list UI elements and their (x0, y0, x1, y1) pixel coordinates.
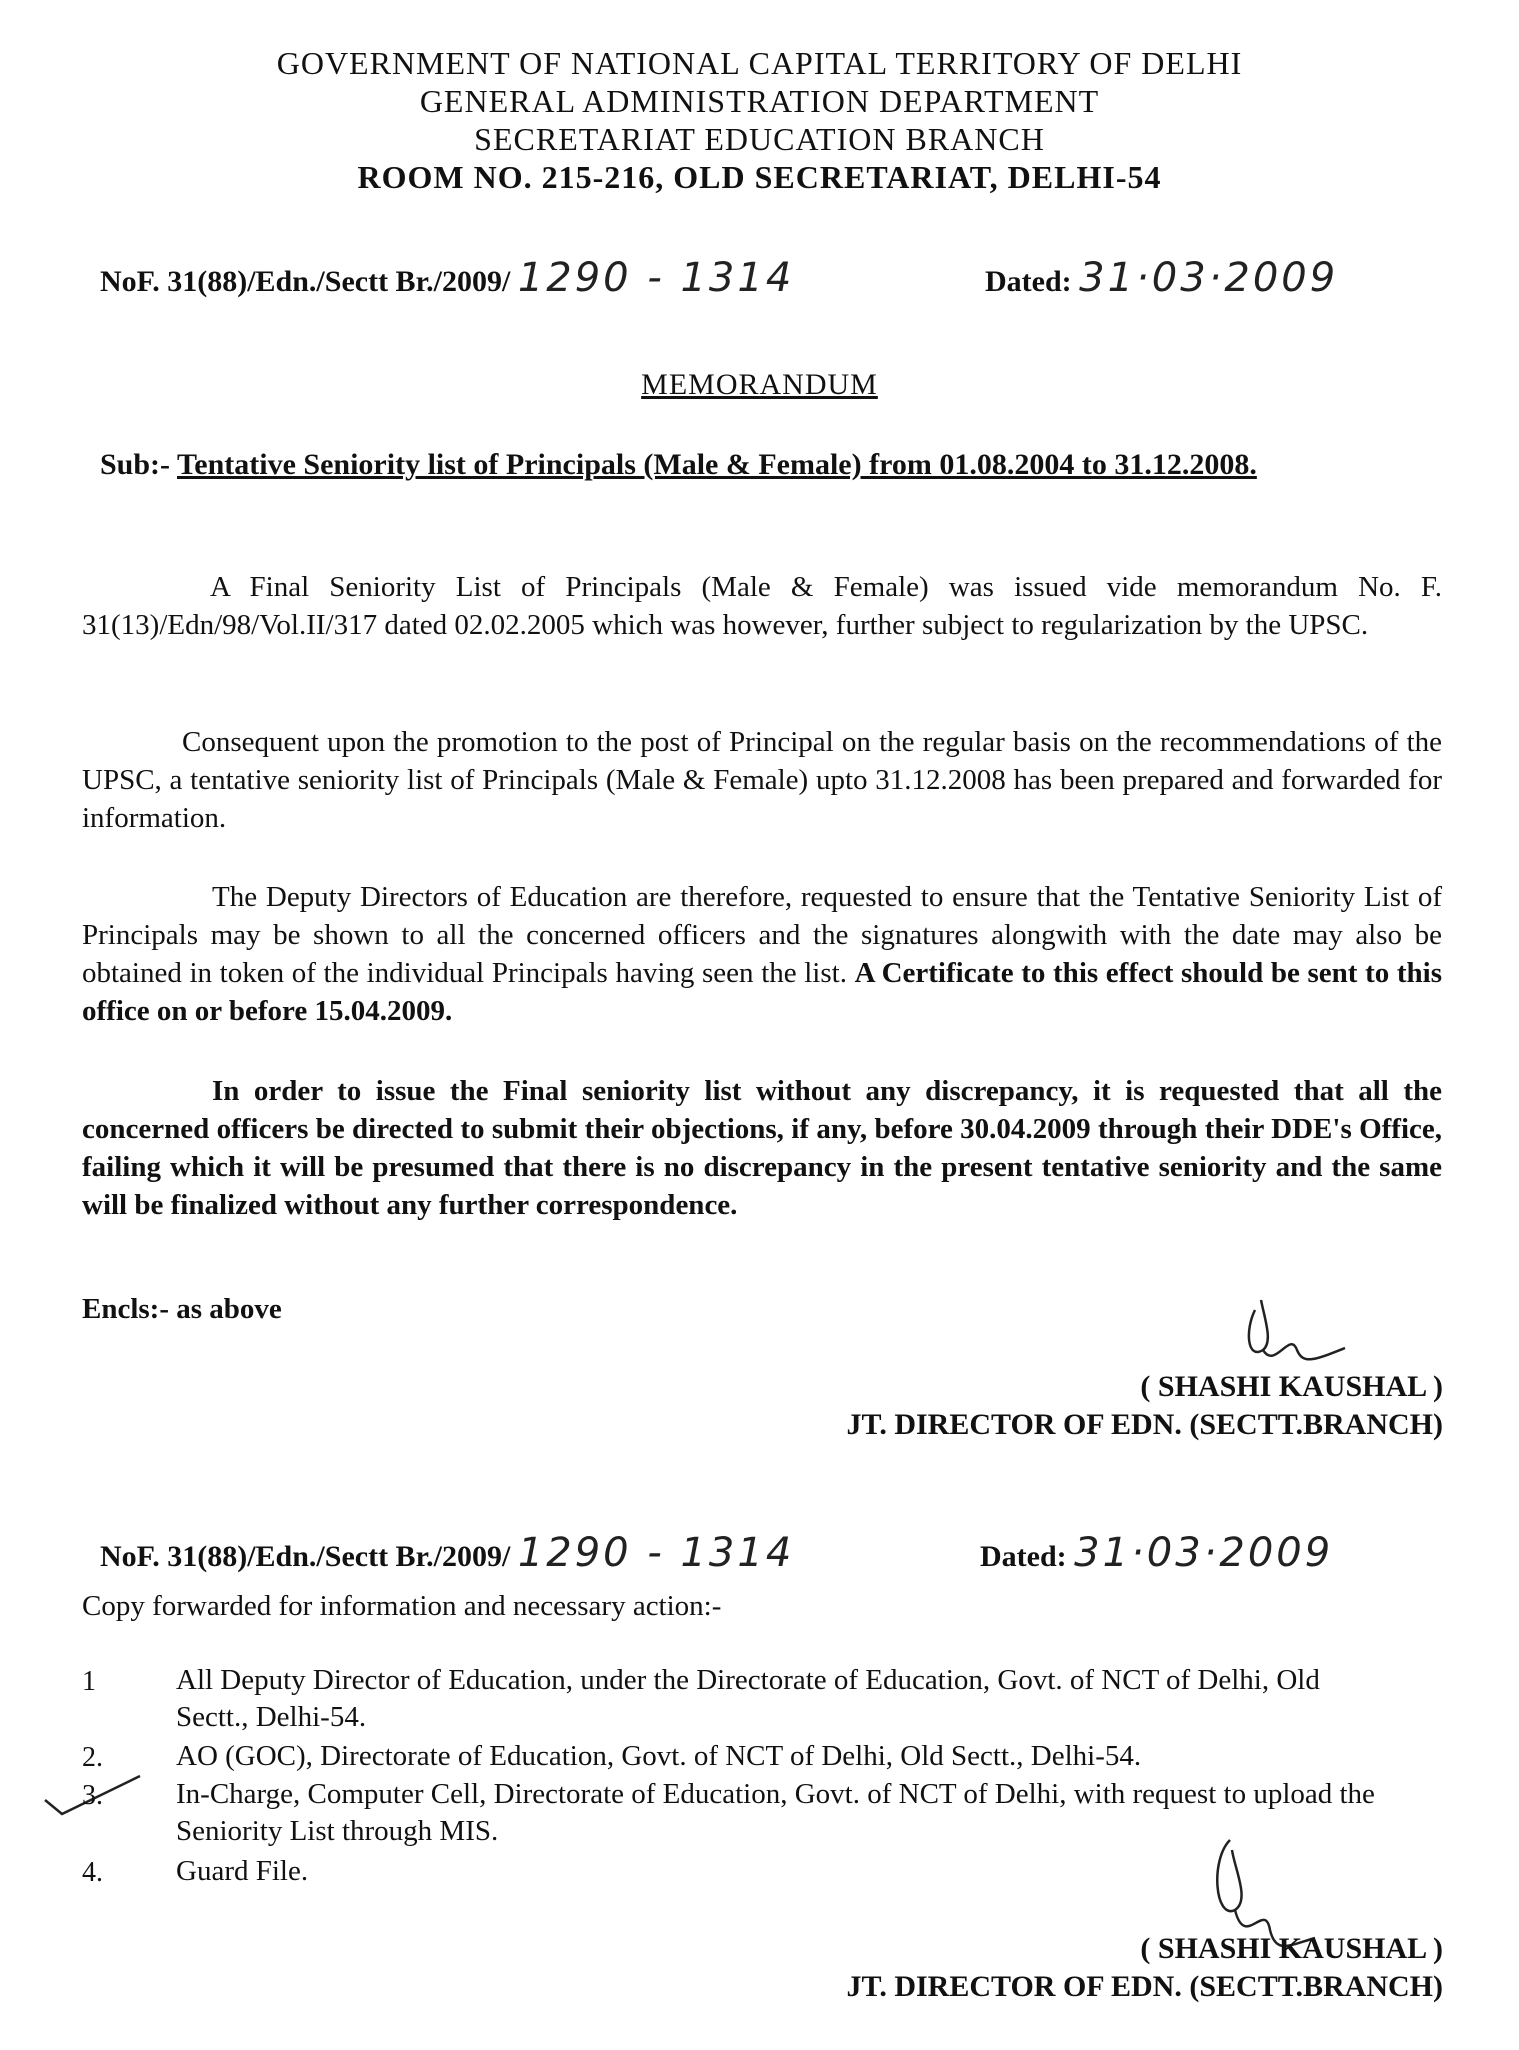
handwritten-issue-number-copy: 1290 - 1314 (517, 1530, 795, 1576)
header-line-4: ROOM NO. 215-216, OLD SECRETARIAT, DELHI-54 (357, 159, 1162, 195)
file-number-copy-text: NoF. 31(88)/Edn./Sectt Br./2009/ (100, 1540, 511, 1573)
subject (100, 448, 1257, 482)
dated-copy-label: Dated: (980, 1540, 1067, 1573)
file-number-copy (100, 1530, 794, 1576)
enclosures: Encls:- as above (82, 1293, 282, 1325)
paragraph-1-text: A Final Seniority List of Principals (Male & Female) was issued vide memorandum No. F. 31(13)/Edn/98/Vol.II/317 dated 02.02.2005 which was however, further subject to regularization by the UPSC. (82, 571, 1442, 641)
copy-item-1-text: All Deputy Director of Education, under the Directorate of Education, Govt. of NCT of Delhi, Old Sectt., Delhi-54. (176, 1664, 1320, 1733)
copy-item-2-number: 2. (82, 1742, 103, 1773)
copy-item-4-number: 4. (82, 1857, 103, 1888)
paragraph-1 (82, 568, 1442, 644)
paragraph-2 (82, 723, 1442, 837)
file-number-text: NoF. 31(88)/Edn./Sectt Br./2009/ (100, 265, 511, 298)
header-line-2: GENERAL ADMINISTRATION DEPARTMENT (419, 83, 1100, 119)
copy-forwarded-line: Copy forwarded for information and necessary action:- (82, 1590, 722, 1622)
header-line-3: SECRETARIAT EDUCATION BRANCH (474, 121, 1045, 157)
paragraph-3-text: The Deputy Directors of Education are therefore, requested to ensure that the Tentative Seniority List of Principals may be shown to all the concerned officers and the signatures alongwith with the date may also be obtained in token of the individual Principals having seen the list. (82, 881, 1442, 989)
handwritten-date: 31·03·2009 (1079, 255, 1339, 301)
paragraph-4 (82, 1072, 1442, 1224)
copy-item-1-number: 1 (82, 1666, 96, 1697)
copy-item-3-text: In-Charge, Computer Cell, Directorate of Education, Govt. of NCT of Delhi, with request to upload the Seniority List through MIS. (176, 1778, 1375, 1847)
handwritten-issue-number: 1290 - 1314 (517, 255, 795, 301)
signature-1-designation: JT. DIRECTOR OF EDN. (SECTT.BRANCH) (846, 1408, 1443, 1441)
header-line-1: GOVERNMENT OF NATIONAL CAPITAL TERRITORY OF DELHI (276, 45, 1243, 81)
copy-item-3-number: 3. (82, 1780, 103, 1811)
paragraph-2-text: Consequent upon the promotion to the post of Principal on the regular basis on the recommendations of the UPSC, a tentative seniority list of Principals (Male & Female) upto 31.12.2008 has been prepared and forwarded for information. (82, 726, 1442, 834)
copy-item-2-text: AO (GOC), Directorate of Education, Govt. of NCT of Delhi, Old Sectt., Delhi-54. (176, 1740, 1142, 1772)
paragraph-4-text: In order to issue the Final seniority list without any discrepancy, it is requested that all the concerned officers be directed to submit their objections, if any, before 30.04.2009 through their DDE's Office, failing which it will be presumed that there is no discrepancy in the present tentative seniority and the same will be finalized without any further correspondence. (82, 1075, 1442, 1221)
paragraph-3-bold: A Certificate to this effect should be sent to this office on or before 15.04.2009. (82, 957, 1443, 1027)
file-number (100, 255, 794, 301)
dated-label: Dated: (985, 265, 1072, 298)
subject-prefix: Sub:- (100, 448, 171, 481)
subject-text: Tentative Seniority list of Principals (Male & Female) from 01.08.2004 to 31.12.2008. (177, 448, 1257, 481)
signature-2-name: ( SHASHI KAUSHAL ) (1140, 1932, 1443, 1965)
paragraph-3 (82, 878, 1442, 1030)
signature-2-designation: JT. DIRECTOR OF EDN. (SECTT.BRANCH) (846, 1970, 1443, 2003)
memo-title-text: MEMORANDUM (641, 368, 878, 401)
signature-1-name: ( SHASHI KAUSHAL ) (1140, 1370, 1443, 1403)
dated-copy (980, 1530, 1333, 1576)
dated (985, 255, 1338, 301)
handwritten-date-copy: 31·03·2009 (1074, 1530, 1334, 1576)
memo-title (0, 368, 1519, 402)
copy-item-4-text: Guard File. (176, 1855, 309, 1887)
